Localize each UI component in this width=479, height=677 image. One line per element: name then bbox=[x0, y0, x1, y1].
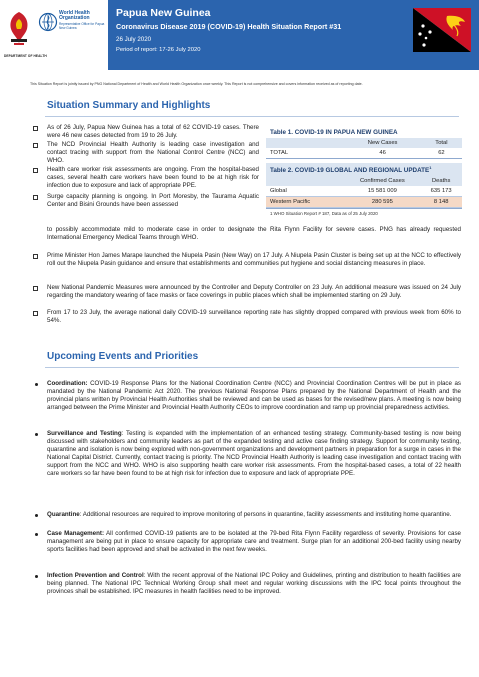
table2 bbox=[266, 176, 462, 208]
table2-row-label: Western Pacific bbox=[266, 197, 344, 208]
checkbox-icon bbox=[33, 143, 38, 148]
table2-col-confirmed: Confirmed Cases bbox=[344, 176, 420, 186]
report-title: Papua New Guinea bbox=[116, 7, 211, 19]
table2-note: 1 WHO Situation Report # 187, Data as of 25 July 2020 bbox=[266, 208, 462, 218]
situation-item: From 17 to 23 July, the average national daily COVID-19 surveillance reporting rate has slightly dropped compared with previous week from 60% to 54%. bbox=[47, 309, 461, 325]
checkbox-icon bbox=[33, 168, 38, 173]
upcoming-item: Quarantine: Additional resources are required to improve monitoring of persons in quarantine, facility assessments and instituting home quarantine. bbox=[47, 511, 452, 518]
table-row bbox=[266, 186, 462, 197]
bullet-icon bbox=[35, 575, 38, 578]
table1-col-total: Total bbox=[421, 138, 462, 148]
report-period: Period of report: 17-26 July 2020 bbox=[116, 47, 201, 53]
disclaimer: This Situation Report is jointly issued by PNG National Department of Health and World Health Organization once weekly. This Report is not comprehensive and covers information received as of reporting date. bbox=[30, 82, 363, 86]
report-header bbox=[0, 0, 479, 70]
who-emblem-icon bbox=[38, 12, 58, 32]
upcoming-item: Surveillance and Testing: Testing is expanded with the implementation of an enhanced testing strategy. Community-based testing is now being discussed with stakeholders and community leaders as part of the expanded testing and active case finding strategy. Support for community testing, quarantine and isolation is now being explored with non-government organizations and development partners in preparation for a surge in cases in the National Capital District. Currently, contact tracing is priority. The NCD Provincial Health Authority is leading case investigation and contact tracing with support from the NCC and WHO. WHO is also supporting health care worker risk assessments. From the hospital-based cases, a total of 22 health care workers so far have been found to be at high risk for infection due to exposure and lack of appropriate PPE. bbox=[47, 430, 461, 478]
upcoming-item: Coordination: COVID-19 Response Plans for the National Coordination Centre (NCC) and Provincial Coordination Centres will be put in place as mandated by the National Pandemic Act 2020. The previous National Response Plans prepared by the National Department of Health and the provincial plans written by Provincial Health Authorities shall be reviewed and can be used as bases for the revised/new plans. A meeting is now being arranged between the Prime Minister and Provincial Health Authority CEOs to improve coordination and ramp up provincial preparedness activities. bbox=[47, 380, 461, 412]
checkbox-icon bbox=[33, 254, 38, 259]
situation-item: The NCD Provincial Health Authority is leading case investigation and contact tracing with support from the National Control Centre (NCC) and WHO. bbox=[47, 141, 259, 165]
bullet-icon bbox=[35, 514, 38, 517]
situation-item: Surge capacity planning is ongoing. In Port Moresby, the Taurama Aquatic Center and Bisini Grounds have been assessed bbox=[47, 193, 259, 209]
table-row bbox=[266, 148, 462, 159]
bullet-icon bbox=[35, 433, 38, 436]
table1-row-new: 46 bbox=[344, 148, 420, 159]
upcoming-item: Case Management: All confirmed COVID-19 patients are to be isolated at the 79-bed Rita Flynn Facility regardless of severity. Provisions for case management are being put in place to ensure capacity for appropriate care and treatment. Surge plan for an additional 200-bed facility using nearby sports facilities had been approved and shall be activated in the next few weeks. bbox=[47, 530, 461, 554]
table-row bbox=[266, 197, 462, 208]
bullet-icon bbox=[35, 383, 38, 386]
table2-row-confirmed: 15 581 009 bbox=[344, 186, 420, 197]
checkbox-icon bbox=[33, 126, 38, 131]
section-divider bbox=[45, 367, 459, 368]
png-crest-icon bbox=[5, 9, 33, 49]
logo-area bbox=[0, 0, 108, 70]
upcoming-item: Infection Prevention and Control: With the recent approval of the National IPC Policy and Guidelines, printing and distribution to health facilities are being planned. The National IPC Technical Working Group shall meet and regular working discussions with the IPC focal points throughout the provinces shall be established. IPC measures in health facilities need to be improved. bbox=[47, 572, 461, 596]
checkbox-icon bbox=[33, 286, 38, 291]
who-office: Representative Office for Papua New Guinea bbox=[59, 22, 105, 30]
bullet-icon bbox=[35, 533, 38, 536]
table1-row-label: TOTAL bbox=[266, 148, 344, 159]
table2-col-deaths: Deaths bbox=[420, 176, 462, 186]
checkbox-icon bbox=[33, 311, 38, 316]
table1-title: Table 1. COVID-19 IN PAPUA NEW GUINEA bbox=[270, 129, 398, 136]
situation-item: As of 26 July, Papua New Guinea has a total of 62 COVID-19 cases. There were 46 new cases detected from 19 to 26 July. bbox=[47, 124, 259, 140]
table2-row-label: Global bbox=[266, 186, 344, 197]
table1 bbox=[266, 138, 462, 159]
who-name: World Health Organization bbox=[59, 10, 90, 22]
report-date: 26 July 2020 bbox=[116, 36, 152, 43]
table1-row-total: 62 bbox=[421, 148, 462, 159]
table2-row-confirmed: 280 595 bbox=[344, 197, 420, 208]
checkbox-icon bbox=[33, 195, 38, 200]
situation-heading: Situation Summary and Highlights bbox=[47, 100, 211, 111]
dept-label: DEPARTMENT OF HEALTH bbox=[4, 54, 47, 58]
section-divider bbox=[45, 116, 459, 117]
report-subtitle: Coronavirus Disease 2019 (COVID-19) Health Situation Report #31 bbox=[116, 22, 342, 31]
upcoming-heading: Upcoming Events and Priorities bbox=[47, 351, 199, 362]
situation-item: New National Pandemic Measures were announced by the Controller and Deputy Controller on 23 July. An additional measure was issued on 24 July regarding the mandatory wearing of face masks or face coverings in public places which shall be implemented starting on 29 July. bbox=[47, 284, 461, 300]
table2-row-deaths: 635 173 bbox=[420, 186, 462, 197]
png-flag-icon bbox=[413, 8, 471, 52]
table1-col-new: New Cases bbox=[344, 138, 420, 148]
situation-item: Health care worker risk assessments are ongoing. From the hospital-based cases, several health care workers have been found to be at high risk for infection due to exposure and lack of appropriate PPE. bbox=[47, 166, 259, 190]
situation-item-continued: to possibly accommodate mild to moderate case in order to designate the Rita Flynn Facility for severe cases. PNG has already requested International Emergency Medical Teams through WHO. bbox=[47, 226, 461, 242]
situation-item: Prime Minister Hon James Marape launched the Niupela Pasin (New Way) on 17 July. A Niupela Pasin Cluster is being set up at the NCC to effectively roll out the Niupela Pasin guidance and ensure that establishments and communities put hygiene and social distancing measures in place. bbox=[47, 252, 461, 268]
case-tables bbox=[266, 127, 462, 218]
table2-title: Table 2. COVID-19 GLOBAL AND REGIONAL UPDATE$^1$ bbox=[266, 163, 462, 176]
table2-row-deaths: 8 148 bbox=[420, 197, 462, 208]
